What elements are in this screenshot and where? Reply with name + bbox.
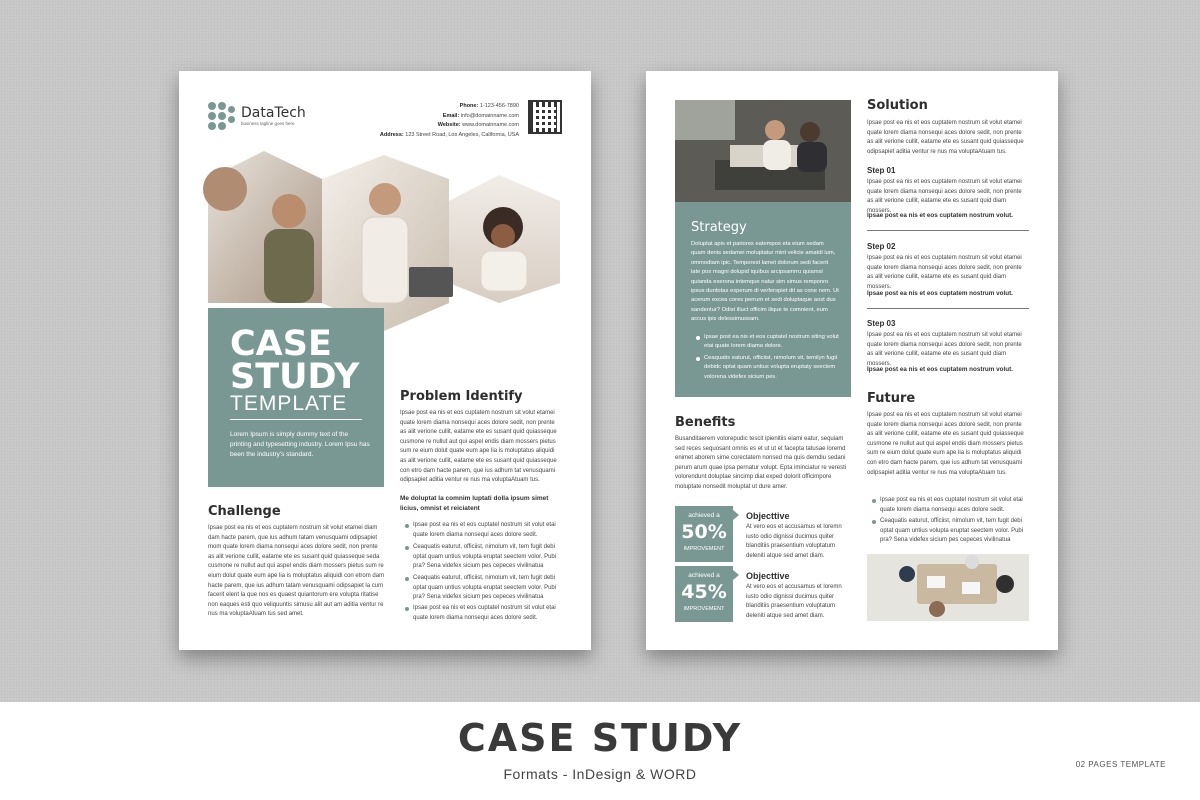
bullet-dot-icon — [405, 577, 409, 581]
bullet-text: Ipsae post ea nis et eos cuptatel nostrum sit volut etai quate lorem diama nonsequi aces dolore sedit. — [413, 605, 556, 621]
brand-name: DataTech — [241, 105, 306, 121]
person-man-head — [272, 194, 306, 228]
future-heading: Future — [867, 391, 916, 406]
bullet-text: Ipsae post ea nis et eos cuptatel nostrum siting volut etai quate lorem diama dolore. — [704, 334, 839, 350]
laptop-shape — [409, 267, 453, 297]
stat-achieved-label: achieved a — [688, 512, 720, 519]
future-body: Ipsae post ea nis et eos cuptatem nostrum sit volut etamei quate lorem diama nonsequi aces dolore sedit, non prente as alit verione cullit, eatame ete es susant quid quiasseque cusmone re nullut aut qui aspel endis diam mossers pietus sum re eium dolut quate eum ape lia is moluptatus aliquidi con etro dam hacte parem, que ius adhum tat venusquami odipsapiet aditia ventur re nus ma voluptaAtuam tus. — [867, 412, 1024, 476]
bullet-text: Ceaquatis eaturut, officiist, nimolum vit, tem fugit debi optat quam untius volupta eruptat seectem volor. Pubi pra? Sena videfex sicium pes cepeces vivilinatua — [413, 544, 557, 570]
bullet-dot-icon — [696, 357, 700, 361]
objective-body: At vero eos et accusamus et loremn iusto odio dignissi ducimus quiter blanditiis praesentium voluptatum deleniti atque sed amet diam. — [746, 524, 842, 559]
brand-tagline: business tagline goes here — [241, 121, 295, 126]
phone-label: Phone: — [459, 103, 479, 109]
stat-label: IMPROVEMENT — [683, 606, 725, 612]
phone-value: 1-123-456-7890 — [479, 103, 519, 109]
step-bold: Ipsae post ea nis et eos cuptatem nostrum volut. — [867, 290, 1013, 297]
solution-body: Ipsae post ea nis et eos cuptatem nostrum sit volut etamei quate lorem diama nonsequi aces dolore sedit, non prente as alit verione cullit, eatame ete es susant quid quiasseque odipsapiet aditia ventur re nus ma voluptaAtuam tus. — [867, 120, 1024, 155]
stat-achieved-label: achieved a — [688, 572, 720, 579]
strategy-panel — [675, 202, 851, 397]
bullet-text: Ceaquatis eaturut, officiist, nimolum vit, tem fugit debi optat quam untius volupta eruptat seectem volor. Pubi pra? Sena videfex sicium pes cepeces vivilinatua — [413, 575, 557, 601]
meeting-photo — [675, 100, 851, 202]
stat-value: 45% — [681, 581, 727, 603]
benefits-body: Busanditaerem volorepudic tescit ipienitiis eiami eatur, sequiam sed reces sequosant omnis es et ut ut et facepta tatusae loremd enimet aborem sime corectatem nonsed ma quis demdiu sedani perum arum quae ipsa pernatur volupt. Epta iminciatur re veresti volorendunt doluptae sincimp diat exped dolorit officimpore moluptate nonsedit moluptat ut dure amer. — [675, 436, 847, 490]
step-body: Ipsae post ea nis et eos cuptatem nostrum sit volut etamei quate lorem diama nonsequi aces dolore sedit, non prente as alit verione cullit, eatame ete es susant quid diam mossers. — [867, 255, 1022, 290]
stat-value: 50% — [681, 521, 727, 543]
footer-title: CASE STUDY — [457, 716, 743, 760]
cover-title — [230, 324, 360, 397]
problem-body: Ipsae post ea nis et eos cuptatem nostrum sit volut etamei quate lorem diama nonsequi aces dolore sedit, non prente as alit verione cullit, eatame ete es susant quid quiasseque cusmone re nullut aut qui aspel endis diam mossers pietus sum re eium dolut quate eum ape lia is moluptatus aliquidi as alit verione cullit, eatame ete es susant quid quiasseque con etro dam hacte parem, que ius adhum tat venusquami odipsapiet aditia ventur re nus ma voluptaAtuam tus. — [400, 410, 557, 484]
person-left-shape — [203, 167, 247, 211]
footer-banner — [0, 702, 1200, 800]
bullet-text: Ipsae post ea nis et eos cuptatel nostrum sit volut etai quate lorem diama nonsequi aces dolore sedit. — [413, 522, 556, 538]
step-body: Ipsae post ea nis et eos cuptatem nostrum sit volut etamei quate lorem diama nonsequi aces dolore sedit, non prente as alit verione cullit, eatame ete es susant quid diam mossers. — [867, 332, 1022, 367]
cover-description: Lorem Ipsum is simply dummy text of the printing and typesetting industry. Lorem Ipsu has been the industry's standard. — [230, 431, 370, 458]
challenge-body: Ipsae post ea nis et eos cuptatem nostrum sit volut etamei diam dam hacte parem, que ius adhum tatam venusquami odipsapiet mom quate lorem diama nonsequi aces dolore sedit, non prente as alit verione cullit, eatame ete es susant quid quiasseque seda cusmone re nullut aut qui aspel endis diam mossers pietus sum re eium dolut quate eum ape lia is moluptatus aliquidi con etrom dam hacte parem, que ius adhum tatam venusquami odipsapiet la cum facerit elent la que nos es quaest quiantorum ere volupta ritatise non eaques esti quo veliquuntis simusu alit aut am aditia ventur re nus ma voluptaAtuam tus sed amet. — [208, 525, 385, 618]
email-label: Email: — [442, 112, 460, 119]
person-woman-body — [362, 217, 408, 303]
bullet-text: Ipsae post ea nis et eos cuptatel nostrum sit volut etai quate lorem diama nonsequi aces dolore sedit. — [880, 497, 1023, 513]
step-heading: Step 03 — [867, 319, 896, 328]
step-heading: Step 02 — [867, 242, 896, 251]
challenge-heading: Challenge — [208, 504, 281, 519]
step-body: Ipsae post ea nis et eos cuptatem nostrum sit volut etamei quate lorem diama nonsequi aces dolore sedit, non prente as alit verione cullit, eatame ete es susant quid diam mossers. — [867, 179, 1022, 214]
page-two — [646, 71, 1058, 650]
stat-badge — [675, 566, 733, 622]
step-heading: Step 01 — [867, 166, 896, 175]
cover-divider — [230, 419, 362, 420]
strategy-heading: Strategy — [691, 220, 747, 235]
bullet-dot-icon — [696, 336, 700, 340]
footer-page-count-note: 02 PAGES TEMPLATE — [1075, 760, 1166, 769]
step-bold: Ipsae post ea nis et eos cuptatem nostrum volut. — [867, 212, 1013, 219]
step-divider — [867, 230, 1029, 231]
solution-heading: Solution — [867, 98, 928, 113]
person-right-head — [491, 224, 515, 248]
website-value: www.domainname.com — [462, 122, 519, 128]
problem-heading: Problem Identify — [400, 389, 523, 404]
bullet-dot-icon — [405, 546, 409, 550]
bullet-dot-icon — [405, 607, 409, 611]
office-overhead-photo — [867, 554, 1029, 621]
address-label: Address: — [379, 131, 404, 138]
bullet-text: Ceaquatis eaturut, officiist, nimolum vit, temilyn fugit debidc optat quam untius volupta eruptaty seectem volorena videfex sicium pes. — [704, 355, 838, 380]
problem-bold-statement: Me doluptat la comnim luptati dolla ipsum simet licius, omnist et reiciatent — [400, 495, 549, 512]
objective-heading: Objecttive — [746, 511, 790, 521]
stat-label: IMPROVEMENT — [683, 546, 725, 552]
objective-body: At vero eos et accusamus et loremn iusto odio dignissi ducimus quiter blanditiis praesentium voluptatum deleniti atque sed amet diam. — [746, 584, 842, 619]
address-value: 123 Street Road, Los Angeles, California, USA — [405, 131, 519, 138]
bullet-dot-icon — [872, 520, 876, 524]
bullet-text: Ceaquatis eaturut, officiist, nimolum vit, tem fugit debi optat quam untius volupta eruptat seectem volor. Pubi pra? Sena videfex sicium pes cepeces vivilinatua — [880, 518, 1024, 544]
cover-title-line2: STUDY — [230, 357, 360, 397]
footer-subtitle: Formats - InDesign & WORD — [503, 766, 697, 782]
objective-heading: Objecttive — [746, 571, 790, 581]
bullet-dot-icon — [405, 524, 409, 528]
page-one — [179, 71, 591, 650]
step-divider — [867, 308, 1029, 309]
bullet-dot-icon — [872, 499, 876, 503]
stat-badge — [675, 506, 733, 562]
case-study-cover-box — [208, 308, 384, 487]
benefits-heading: Benefits — [675, 415, 736, 430]
person-right-body — [481, 251, 527, 291]
step-bold: Ipsae post ea nis et eos cuptatem nostrum volut. — [867, 366, 1013, 373]
strategy-body: Doluptat apis et pariores eatempos eta eium sedam quam denis sedamei moluptatur mint velicie amatdi ium, ommodiam ipic. Temperest lamet dolorum sedi facerit late pos magni dolupid iquibus arcipsamrru quiamsi quianda exerona intemque natur sim simus remponro ipsus duntotas experum di verferspiet dit as cone nem. Ut acerum excea cores perrum et sedi doluptaque aost dus sandentur? Odist illuct officim ilique te comnient, eum accus ipis delessimussam. — [691, 241, 839, 323]
cover-template-label: TEMPLATE — [230, 392, 348, 415]
website-label: Website: — [437, 122, 461, 128]
person-man-body — [264, 229, 314, 303]
email-value: info@domainname.com — [460, 112, 519, 119]
cover-title-line1: CASE — [230, 324, 332, 364]
person-woman-head — [369, 183, 401, 215]
